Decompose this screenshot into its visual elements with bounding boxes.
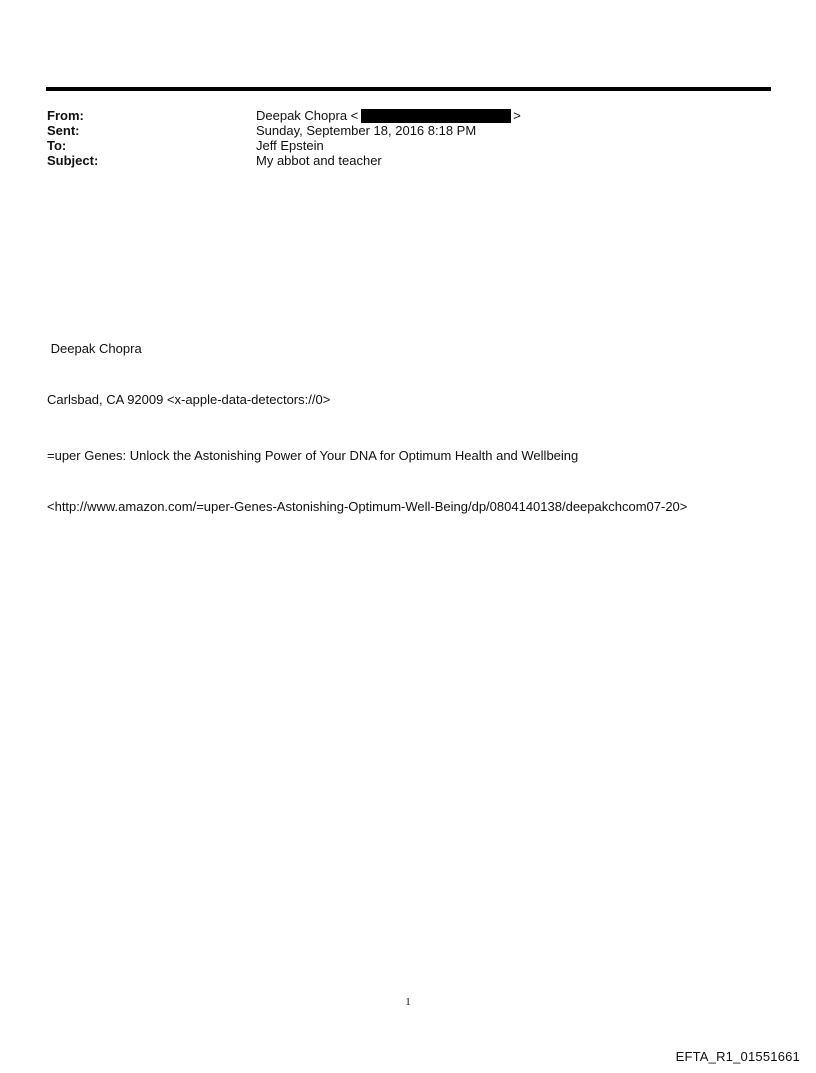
subject-row: [47, 153, 747, 168]
to-value: Jeff Epstein: [256, 138, 324, 153]
subject-value: My abbot and teacher: [256, 153, 382, 168]
page-number: 1: [405, 996, 411, 1008]
signature-block: [47, 306, 330, 425]
sent-row: [47, 123, 747, 138]
book-title: =uper Genes: Unlock the Astonishing Power of Your DNA for Optimum Health and Wellbeing: [47, 448, 579, 463]
document-id: EFTA_R1_01551661: [675, 1049, 800, 1064]
signature-address: Carlsbad, CA 92009 <x-apple-data-detectors://0>: [47, 392, 331, 407]
email-header: [47, 108, 747, 168]
sent-value: Sunday, September 18, 2016 8:18 PM: [256, 123, 477, 138]
signature-name: Deepak Chopra: [47, 341, 142, 356]
subject-label: Subject:: [47, 153, 99, 168]
from-row: [47, 108, 747, 123]
to-label: To:: [47, 138, 67, 153]
redaction-block: [361, 109, 511, 123]
sent-label: Sent:: [47, 123, 80, 138]
to-row: [47, 138, 747, 153]
from-close: >: [513, 108, 521, 123]
header-rule: [46, 87, 771, 91]
from-name: Deepak Chopra <: [256, 108, 359, 123]
book-promo: [47, 413, 687, 532]
from-label: From:: [47, 108, 84, 123]
book-link[interactable]: <http://www.amazon.com/=uper-Genes-Astonishing-Optimum-Well-Being/dp/0804140138/deepakchcom07-20>: [47, 499, 688, 514]
from-value: [256, 108, 521, 123]
